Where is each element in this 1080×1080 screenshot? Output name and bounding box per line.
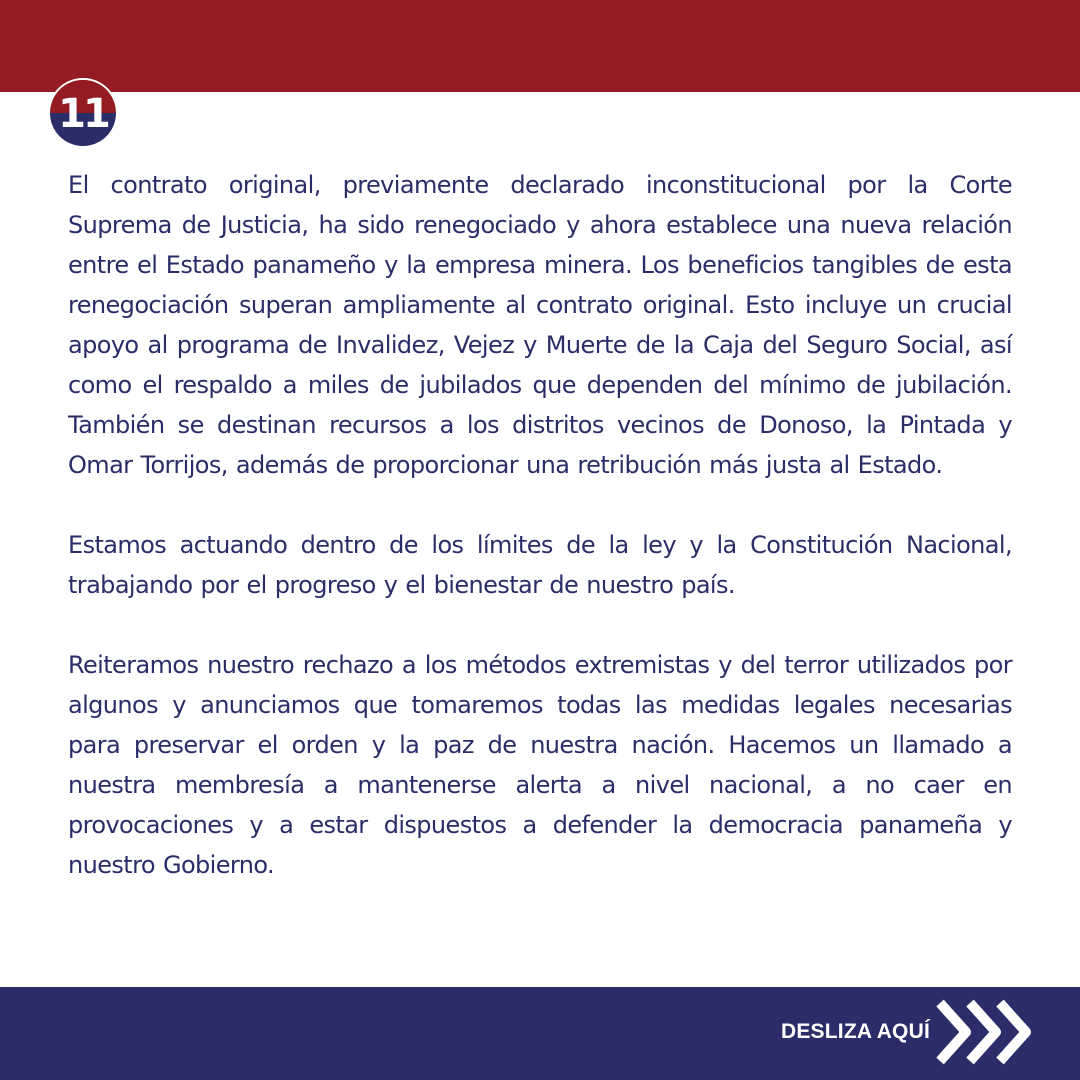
triple-chevron-right-icon[interactable] [932,995,1040,1069]
swipe-label[interactable]: DESLIZA AQUÍ [780,1020,930,1043]
paragraph-contract: El contrato original, previamente declarado inconstitucional por la Corte Suprema de Justicia, ha sido renegociado y ahora establece una nueva relación entre el Estado panameño y la empresa minera. Los beneficios tangibles de esta renegociación superan ampliamente al contrato original. Esto incluye un crucial apoyo al programa de Invalidez, Vejez y Muerte de la Caja del Seguro Social, así como el respaldo a miles de jubilados que dependen del mínimo de jubilación. También se destinan recursos a los distritos vecinos de Donoso, la Pintada y Omar Torrijos, además de proporcionar una retribución más justa al Estado. [68,171,1012,479]
paragraph-call: Reiteramos nuestro rechazo a los métodos extremistas y del terror utilizados por algunos y anunciamos que tomaremos todas las medidas legales necesarias para preservar el orden y la paz de nuestra nación. Hacemos un llamado a nuestra membresía a mantenerse alerta a nivel nacional, a no caer en provocaciones y a estar dispuestos a defender la democracia panameña y nuestro Gobierno. [68,651,1012,879]
party-logo-badge [50,80,116,146]
top-red-band [0,0,1080,92]
paragraph-law: Estamos actuando dentro de los límites de la ley y la Constitución Nacional, trabajando por el progreso y el bienestar de nuestro país. [68,531,1012,599]
logo-number: 11 [58,91,108,137]
statement-body [68,165,1012,885]
